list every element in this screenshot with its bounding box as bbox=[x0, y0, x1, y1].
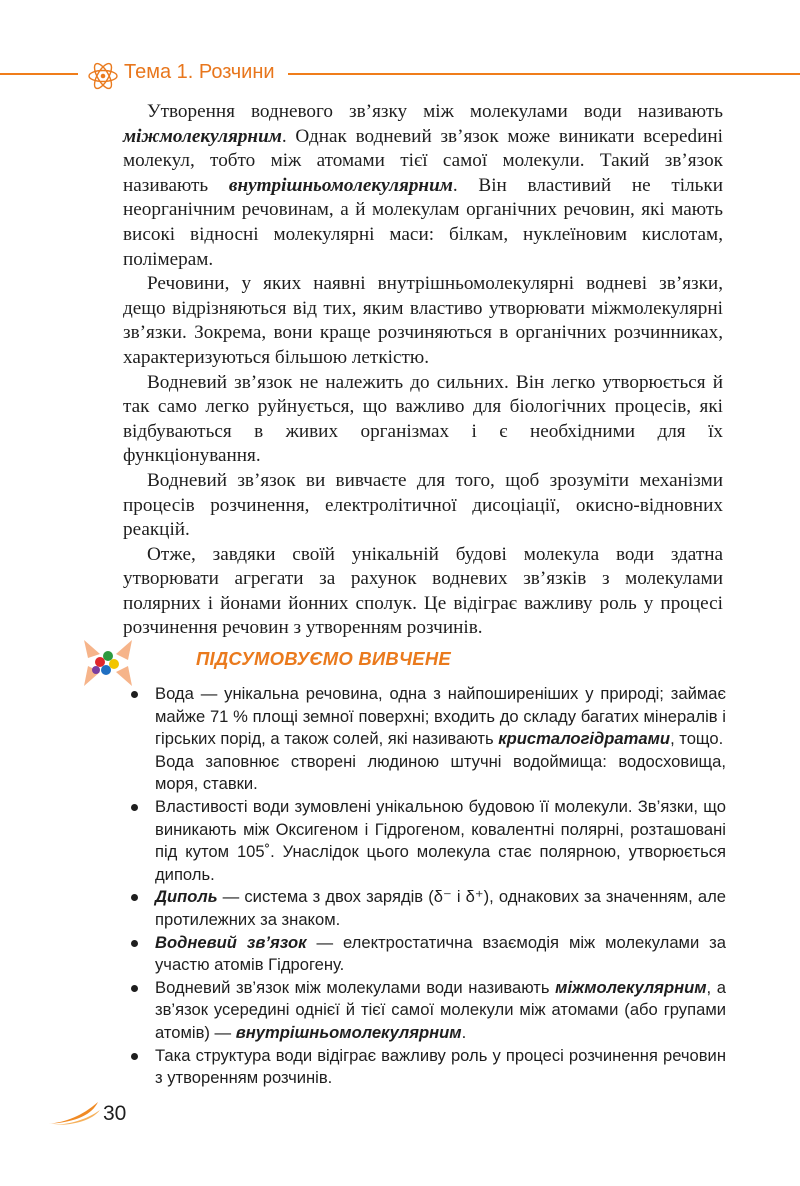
header-rule-left bbox=[0, 73, 78, 75]
chapter-title: Тема 1. Розчини bbox=[124, 61, 275, 83]
list-item: Така структура води відіграє важливу роль у процесі розчинення речовин з утворенням розчинів. bbox=[130, 1045, 726, 1090]
list-item: Властивості води зумовлені унікальною будовою її молекули. Зв’язки, що виникають між Оксигеном і Гідрогеном, ковалентні полярні, розташовані під кутом 105˚. Унаслідок цього молекула стає полярною, утворюється диполь. bbox=[130, 796, 726, 886]
bullet-icon bbox=[131, 985, 138, 992]
list-item: Водневий зв’язок — електростатична взаємодія між молекулами за участю атомів Гідрогену. bbox=[130, 932, 726, 977]
bullet-icon bbox=[131, 691, 138, 698]
bullet-icon bbox=[131, 1053, 138, 1060]
swoosh-icon bbox=[48, 1100, 100, 1126]
bullet-icon bbox=[131, 940, 138, 947]
main-text bbox=[123, 100, 723, 641]
list-item-subtext: Вода заповнює створені людиною штучні водоймища: водосховища, моря, ставки. bbox=[155, 751, 726, 794]
page-footer bbox=[0, 1100, 800, 1140]
bullet-icon bbox=[131, 894, 138, 901]
list-item: Водневий зв’язок між молекулами води називають міжмолекулярним, а зв’язок усередині однієї й тієї самої молекули між атомами (або групами атомів) — внутрішньомолекулярним. bbox=[130, 977, 726, 1045]
atom-logo-icon bbox=[86, 60, 120, 92]
summary-list bbox=[130, 683, 726, 1090]
term-intermolecular: міжмолекулярним bbox=[123, 125, 282, 147]
list-item: Диполь — система з двох зарядів (δ⁻ і δ⁺), однакових за значенням, але протилежних за знаком. bbox=[130, 886, 726, 931]
page-number: 30 bbox=[103, 1102, 127, 1125]
term-hydrogen-bond: Водневий зв’язок bbox=[155, 932, 307, 952]
molecule-icon bbox=[80, 632, 136, 692]
paragraph: Водневий зв’язок не належить до сильних. Він легко утворюється й так само легко руйнується, що важливо для біологічних процесів, які відбуваються в живих організмах і є необхідними для їх функціонування. bbox=[123, 371, 723, 467]
paragraph: Речовини, у яких наявні внутрішньомолекулярні водневі зв’язки, дещо відрізняються від тих, яким властиво утворювати міжмолекулярні зв’язки. Зокрема, вони краще розчиняються в органічних розчинниках, характеризуються більшою леткістю. bbox=[123, 273, 723, 368]
paragraph: Отже, завдяки своїй унікальній будові молекула води здатна утворювати агрегати за рахунок водневих зв’язків з молекулами полярних і йонами йонних сполук. Це відіграє важливу роль у процесі розчинення речовин з утворенням розчинів. bbox=[123, 543, 723, 639]
term-crystal-hydrates: кристалогідратами bbox=[498, 729, 671, 749]
term-intramolecular: внутрішньомолекулярним bbox=[235, 1022, 462, 1042]
header-rule-right bbox=[288, 73, 800, 75]
term-intramolecular: внутрішньомолекулярним bbox=[228, 174, 453, 196]
paragraph: Водневий зв’язок ви вивчаєте для того, щоб зрозуміти механізми процесів розчинення, електролітичної дисоціації, окисно-відновних реакцій. bbox=[123, 469, 723, 541]
page-header bbox=[0, 52, 800, 100]
term-intermolecular: міжмолекулярним bbox=[555, 977, 707, 997]
bullet-icon bbox=[131, 804, 138, 811]
paragraph: Утворення водневого зв’язку між молекулами води називають міжмолекулярним. Однак водневий зв’язок може виникати всереdині молекул, тобто між атомами тієї самої молекули. Такий зв’язок називають внутрішньомолекулярним. Він властивий не тільки неорганічним речовинам, а й молекулам органічних речовин, які мають високі відносні молекулярні маси: білкам, нуклеїновим кислотам, полімерам. bbox=[123, 101, 723, 270]
term-dipole: Диполь bbox=[155, 887, 218, 907]
list-item: Вода — унікальна речовина, одна з найпоширеніших у природі; займає майже 71 % площі земної поверхні; входить до складу багатих мінералів і гірських порід, а також солей, які називають кристалогідратами, тощо. Вода заповнює створені людиною штучні водоймища: водосховища, моря, ставки. bbox=[130, 683, 726, 796]
summary-title: ПІДСУМОВУЄМО ВИВЧЕНЕ bbox=[196, 648, 451, 669]
